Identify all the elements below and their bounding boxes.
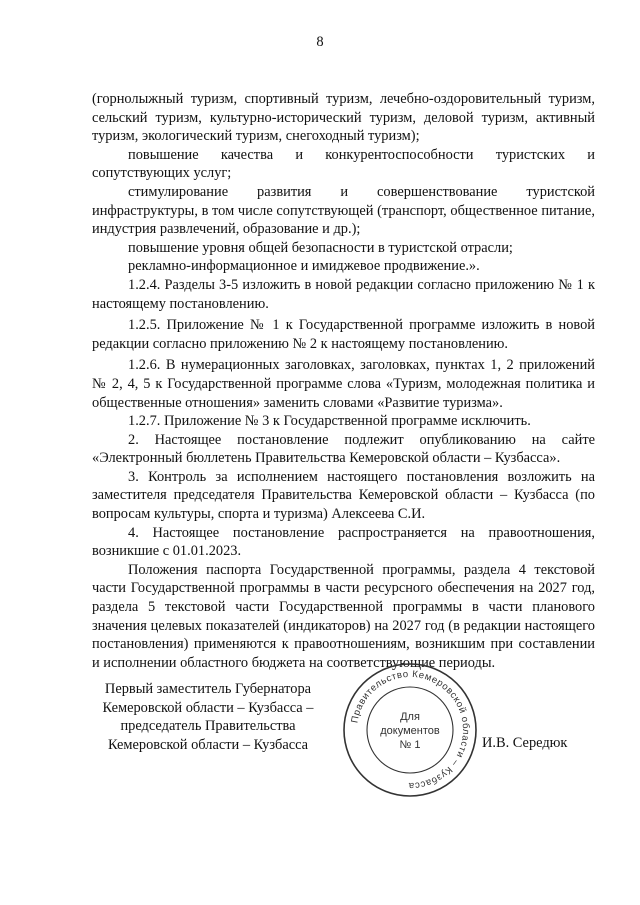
official-seal [340,660,480,800]
paragraph: стимулирование развития и совершенствование туристской инфраструктуры, в том числе сопутствующей (транспорт, общественное питание, индустрия развлечений, образование и др.); [92,183,595,238]
signatory-title-line: Кемеровской области – Кузбасса – [102,699,314,716]
paragraph: повышение качества и конкурентоспособности туристских и сопутствующих услуг; [92,146,595,182]
seal-center-line: Для [400,711,420,723]
paragraph: 1.2.7. Приложение № 3 к Государственной программе исключить. [128,413,531,430]
paragraph: 3. Контроль за исполнением настоящего постановления возложить на заместителя председателя Правительства Кемеровской области – Кузбасса (по вопросам культуры, спорта и туризма) Алексеева С.И. [92,468,595,523]
page-number: 8 [316,34,324,50]
signatory-title-line: Кемеровской области – Кузбасса [107,736,309,753]
paragraph: 1.2.5. Приложение № 1 к Государственной программе изложить в новой редакции согласно приложению № 2 к настоящему постановлению. [92,317,595,352]
signatory-title-line: Первый заместитель Губернатора [104,681,312,697]
signatory-title [72,680,344,754]
seal-center-line: № 1 [399,739,421,751]
paragraph: 1.2.4. Разделы 3-5 изложить в новой редакции согласно приложению № 1 к настоящему постановлению. [92,276,595,312]
seal-graphic [340,660,480,800]
paragraph: повышение уровня общей безопасности в туристской отрасли; [128,239,513,256]
paragraph: 2. Настоящее постановление подлежит опубликованию на сайте «Электронный бюллетень Правительства Кемеровской области – Кузбасса». [92,431,595,467]
seal-center-line: документов [380,725,440,737]
seal-ring-text: Правительство Кемеровской области – Кузбасса [349,668,472,792]
paragraph: 1.2.6. В нумерационных заголовках, заголовках, пунктах 1, 2 приложений № 2, 4, 5 к Государственной программе слова «Туризм, молодежная политика и общественные отношения» заменить словами «Развитие туризма». [92,357,595,411]
signatory-title-line: председатель Правительства [120,718,296,735]
paragraph: 4. Настоящее постановление распространяется на правоотношения, возникшие с 01.01.2023. [92,524,595,560]
paragraph: рекламно-информационное и имиджевое продвижение.». [128,258,480,275]
document-body [92,90,595,672]
paragraph: Положения паспорта Государственной программы, раздела 4 текстовой части Государственной программы в части ресурсного обеспечения на 2027 год, раздела 5 текстовой части Государственной программы в части планового значения целевых показателей (индикаторов) на 2027 год (в редакции настоящего постановления) применяются к правоотношениям, возникшим при составлении и исполнении областного бюджета на соответствующие периоды. [92,561,595,671]
paragraph: (горнолыжный туризм, спортивный туризм, лечебно-оздоровительный туризм, сельский туризм, культурно-исторический туризм, деловой туризм, активный туризм, экологический туризм, снегоходный туризм); [92,91,595,145]
signatory-name: И.В. Середюк [482,735,568,751]
